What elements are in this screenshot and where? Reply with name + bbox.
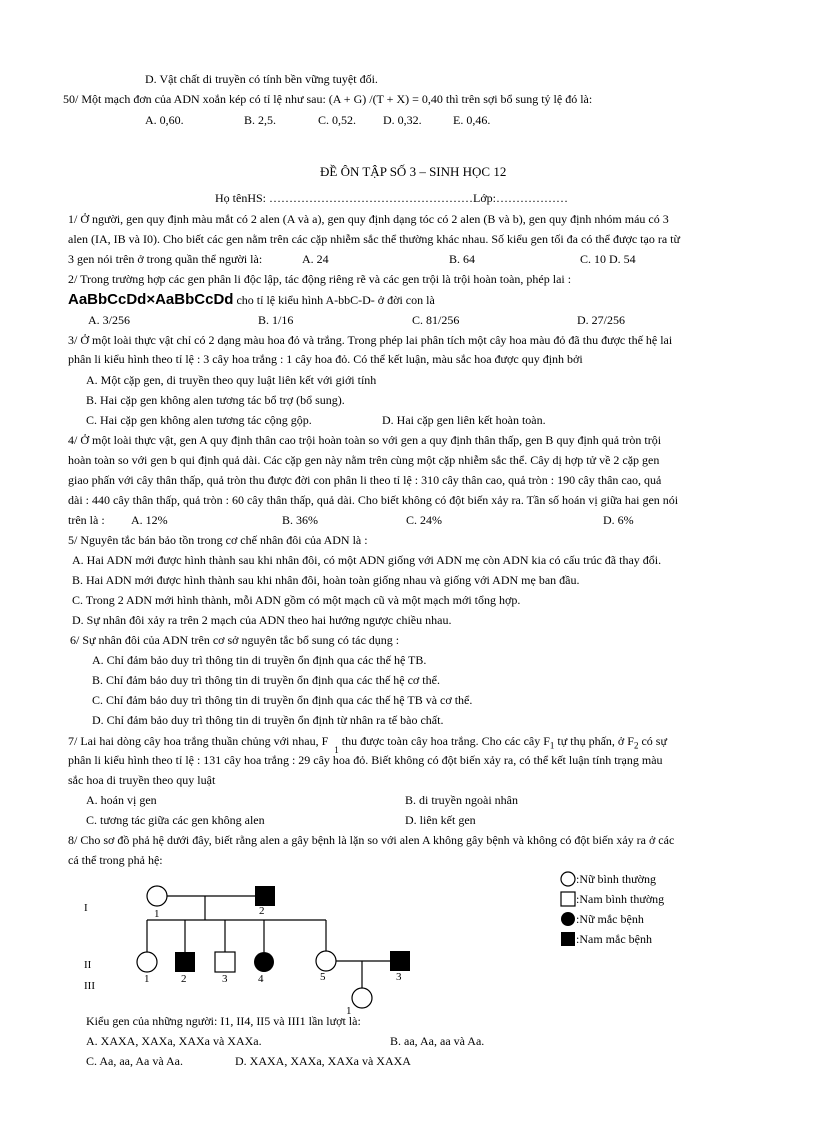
q4-line-5: trên là : bbox=[68, 513, 105, 527]
I-1-female-normal bbox=[147, 886, 167, 906]
q8-option-c: C. Aa, aa, Aa và Aa. bbox=[86, 1054, 183, 1068]
q3-option-b: B. Hai cặp gen không alen tương tác bổ trợ (bổ sung). bbox=[86, 393, 345, 407]
q49-option-d: D. Vật chất di truyền có tính bền vững tuyệt đối. bbox=[145, 72, 378, 86]
q2-cross: AaBbCcDd×AaBbCcDd bbox=[68, 291, 234, 308]
I-2-male-affected bbox=[255, 886, 275, 906]
q5-stem: 5/ Nguyên tắc bán bảo tồn trong cơ chế nhân đôi của ADN là : bbox=[68, 533, 368, 547]
q4-option-c: C. 24% bbox=[406, 513, 442, 527]
num-II-6: 3 bbox=[396, 971, 402, 983]
num-I-2: 2 bbox=[259, 905, 265, 917]
q2-line-1: 2/ Trong trường hợp các gen phân li độc lập, tác động riêng rẽ và các gen trội là trội hoàn toàn, phép lai : bbox=[68, 272, 572, 286]
gen-label-I: I bbox=[84, 902, 88, 914]
II-4-female-affected bbox=[254, 952, 274, 972]
legend-male-affected: :Nam mắc bệnh bbox=[576, 932, 652, 946]
q5-option-b: B. Hai ADN mới được hình thành sau khi nhân đôi, hoàn toàn giống nhau và giống với ADN mẹ ban đầu. bbox=[72, 573, 580, 587]
q7-option-c: C. tương tác giữa các gen không alen bbox=[86, 813, 265, 827]
q1-option-c: C. 10 D. 54 bbox=[580, 252, 636, 266]
q3-line-2: phân li kiểu hình theo tỉ lệ : 3 cây hoa trắng : 1 cây hoa đỏ. Có thể kết luận, màu sắc hoa được quy định bởi bbox=[68, 352, 583, 366]
num-III-1: 1 bbox=[346, 1005, 352, 1017]
q7-text-4: có sự bbox=[638, 734, 667, 748]
III-1-female-normal bbox=[352, 988, 372, 1008]
q1-option-b: B. 64 bbox=[449, 252, 476, 266]
q4-line-4: dài : 440 cây thân thấp, quả tròn : 60 cây thân thấp, quả dài. Cho biết không có đột biến xảy ra. Tần số hoán vị giữa hai gen nói bbox=[68, 493, 679, 507]
legend-male-normal-icon bbox=[561, 892, 575, 906]
II-6-male-affected bbox=[390, 951, 410, 971]
q7-option-b: B. di truyền ngoài nhân bbox=[405, 793, 518, 807]
num-II-3: 3 bbox=[222, 973, 228, 985]
q7-line-3: sắc hoa di truyền theo quy luật bbox=[68, 773, 216, 787]
q1-line-3: 3 gen nói trên ở trong quần thể người là: bbox=[68, 252, 263, 266]
q50-stem: 50/ Một mạch đơn của ADN xoắn kép có tỉ lệ như sau: (A + G) /(T + X) = 0,40 thì trên sợi bổ sung tỷ lệ đó là: bbox=[63, 92, 593, 106]
q2-line-2-text: cho tỉ lệ kiểu hình A-bbC-D- ở đời con là bbox=[233, 293, 435, 307]
II-5-female-normal bbox=[316, 951, 336, 971]
q8-option-a: A. XAXA, XAXa, XAXa và XAXa. bbox=[86, 1034, 262, 1048]
q1-line-2: alen (IA, IB và I0). Cho biết các gen nằm trên các cặp nhiễm sắc thể thường khác nhau. Số kiểu gen tối đa có thể được tạo ra từ bbox=[68, 232, 680, 246]
q4-option-a: A. 12% bbox=[131, 513, 168, 527]
page-title: ĐỀ ÔN TẬP SỐ 3 – SINH HỌC 12 bbox=[320, 164, 507, 179]
gen-label-III: III bbox=[84, 980, 95, 992]
q6-option-c: C. Chỉ đảm bảo duy trì thông tin di truyền ổn định qua các thế hệ TB và cơ thể. bbox=[92, 693, 473, 707]
gen-label-II: II bbox=[84, 959, 92, 971]
legend-male-normal: :Nam bình thường bbox=[576, 892, 665, 906]
q2-option-c: C. 81/256 bbox=[412, 313, 460, 327]
q7-text-2: thu được toàn cây hoa trắng. Cho các cây F bbox=[338, 734, 550, 748]
q7-sub-3: 2 bbox=[633, 740, 639, 751]
q1-line-1: 1/ Ở người, gen quy định màu mắt có 2 alen (A và a), gen quy định dạng tóc có 2 alen (B và b), gen quy định nhóm máu có 3 bbox=[68, 212, 669, 226]
q3-option-c: C. Hai cặp gen không alen tương tác cộng gộp. bbox=[86, 413, 312, 427]
q50-option-c: C. 0,52. bbox=[318, 113, 357, 127]
q50-option-e: E. 0,46. bbox=[453, 113, 491, 127]
num-II-2: 2 bbox=[181, 973, 187, 985]
q4-line-3: giao phấn với cây thân thấp, quả tròn thu được đời con phân li theo tỉ lệ : 310 cây thân cao, quả tròn : 190 cây thân cao, quả bbox=[68, 473, 662, 487]
q7-option-d: D. liên kết gen bbox=[405, 813, 476, 827]
q8-line-2: cá thể trong phả hệ: bbox=[68, 853, 163, 867]
II-1-female-normal bbox=[137, 952, 157, 972]
q8-line-1: 8/ Cho sơ đồ phả hệ dưới đây, biết rằng alen a gây bệnh là lặn so với alen A không gây bệnh và không có đột biến xảy ra ở các bbox=[68, 833, 675, 847]
q6-option-b: B. Chỉ đảm bảo duy trì thông tin di truyền ổn định qua các thế hệ cơ thể. bbox=[92, 673, 440, 687]
q7-sub-2: 1 bbox=[549, 740, 555, 751]
num-I-1: 1 bbox=[154, 908, 160, 920]
q7-text-1: 7/ Lai hai dòng cây hoa trắng thuần chủng với nhau, F bbox=[68, 734, 329, 748]
q5-option-a: A. Hai ADN mới được hình thành sau khi nhân đôi, có một ADN giống với ADN mẹ còn ADN kia có cấu trúc đã thay đổi. bbox=[72, 553, 662, 567]
num-II-4: 4 bbox=[258, 973, 264, 985]
q50-option-a: A. 0,60. bbox=[145, 113, 184, 127]
q7-text-3: tự thụ phấn, ở F bbox=[554, 734, 634, 748]
student-name-line: Họ tênHS: ……………………………………………Lớp:……………… bbox=[215, 191, 569, 205]
legend-male-affected-icon bbox=[561, 932, 575, 946]
q8-option-b: B. aa, Aa, aa và Aa. bbox=[390, 1034, 485, 1048]
legend-female-affected: :Nữ mắc bệnh bbox=[576, 912, 644, 926]
q3-line-1: 3/ Ở một loài thực vật chỉ có 2 dạng màu hoa đỏ và trắng. Trong phép lai phân tích một cây hoa màu đỏ đã thu được thế hệ lai bbox=[68, 333, 673, 347]
q2-option-a: A. 3/256 bbox=[88, 313, 130, 327]
q7-option-a: A. hoán vị gen bbox=[86, 793, 157, 807]
num-II-1: 1 bbox=[144, 973, 150, 985]
II-2-male-affected bbox=[175, 952, 195, 972]
legend-female-normal-icon bbox=[561, 872, 575, 886]
q3-option-a: A. Một cặp gen, di truyền theo quy luật liên kết với giới tính bbox=[86, 373, 377, 387]
legend-female-normal: :Nữ bình thường bbox=[576, 872, 657, 886]
q4-option-d: D. 6% bbox=[603, 513, 634, 527]
q5-option-d: D. Sự nhân đôi xảy ra trên 2 mạch của ADN theo hai hướng ngược chiều nhau. bbox=[72, 613, 452, 627]
q2-option-d: D. 27/256 bbox=[577, 313, 625, 327]
num-II-5: 5 bbox=[320, 971, 326, 983]
q4-line-2: hoàn toàn so với gen b qui định quả dài. Các cặp gen này nằm trên cùng một cặp nhiễm sắc thể. Cây dị hợp tử về 2 cặp gen bbox=[68, 453, 660, 467]
q5-option-c: C. Trong 2 ADN mới hình thành, mỗi ADN gồm có một mạch cũ và một mạch mới tổng hợp. bbox=[72, 593, 521, 607]
q50-option-b: B. 2,5. bbox=[244, 113, 277, 127]
II-3-male-normal bbox=[215, 952, 235, 972]
q2-option-b: B. 1/16 bbox=[258, 313, 294, 327]
q6-option-a: A. Chỉ đảm bảo duy trì thông tin di truyền ổn định qua các thế hệ TB. bbox=[92, 653, 427, 667]
q4-option-b: B. 36% bbox=[282, 513, 318, 527]
q1-option-a: A. 24 bbox=[302, 252, 329, 266]
q8-option-d: D. XAXA, XAXa, XAXa và XAXA bbox=[235, 1054, 411, 1068]
q7-line-2: phân li kiểu hình theo tỉ lệ : 131 cây hoa trắng : 29 cây hoa đỏ. Biết không có đột biến xảy ra, có thể kết luận tính trạng màu bbox=[68, 753, 663, 767]
q6-option-d: D. Chỉ đảm bảo duy trì thông tin di truyền ổn định từ nhân ra tế bào chất. bbox=[92, 713, 444, 727]
q3-option-d: D. Hai cặp gen liên kết hoàn toàn. bbox=[382, 413, 546, 427]
q8-ask: Kiểu gen của những người: I1, II4, II5 và III1 lần lượt là: bbox=[86, 1014, 361, 1028]
legend-female-affected-icon bbox=[561, 912, 575, 926]
q6-stem: 6/ Sự nhân đôi của ADN trên cơ sở nguyên tắc bổ sung có tác dụng : bbox=[70, 633, 400, 647]
q7-sub-1: 1 bbox=[334, 745, 339, 756]
q50-option-d: D. 0,32. bbox=[383, 113, 422, 127]
q4-line-1: 4/ Ở một loài thực vật, gen A quy định thân cao trội hoàn toàn so với gen a quy định thân thấp, gen B quy định quả tròn trội bbox=[68, 433, 662, 447]
